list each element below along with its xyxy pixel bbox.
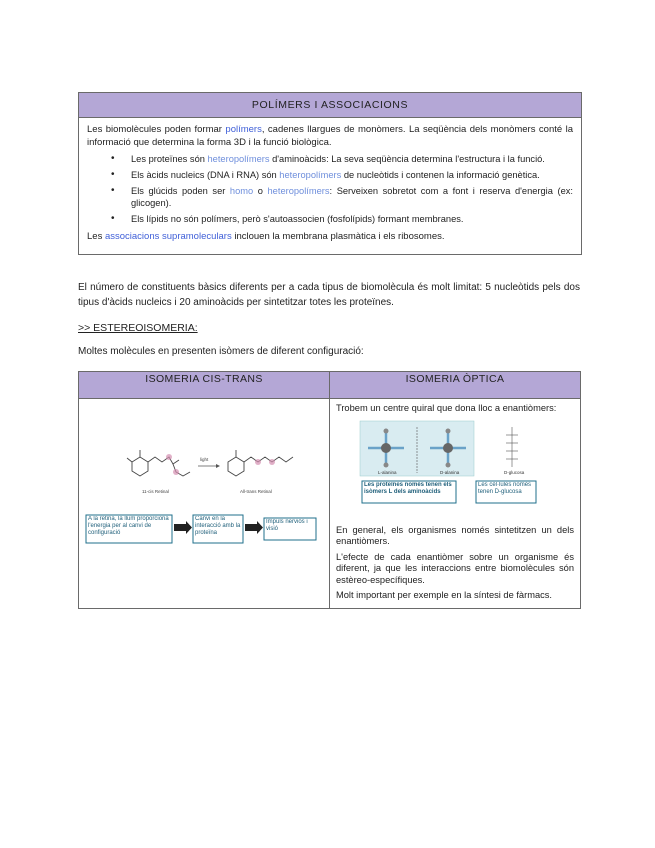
polymers-box [78, 92, 582, 255]
list-item: • Els glúcids poden ser homo o heteropolímers: Serveixen sobretot com a font i reserva d'energia (ex: glicogen). [131, 185, 573, 209]
vision-box-text: Impuls nerviós i visió [266, 519, 308, 532]
retinal-figure [80, 400, 330, 600]
section-title: >> ESTEREOISOMERIA: [78, 322, 198, 334]
keyword-heteropolymers: heteropolímers [267, 186, 330, 196]
isomeria-table [78, 371, 581, 609]
d-alanine-label: D-alanina [440, 469, 460, 475]
optical-paragraph-2: L'efecte de cada enantiòmer sobre un organisme és diferent, ja que les interaccions entre biomolècules són estèreo-específiques. [336, 551, 574, 585]
cistrans-cell [79, 399, 330, 609]
cis-retinal-molecule [127, 450, 190, 476]
cells-box-text: Les cèl·lules només tenen D-glucosa [478, 481, 532, 495]
l-alanine-label: L-alanina [378, 469, 397, 475]
polymers-bullet-list [87, 153, 573, 225]
list-item: • Les proteïnes són heteropolímers d'aminoàcids: La seva seqüència determina l'estructura i la funció. [131, 153, 573, 165]
polymers-intro: Les biomolècules poden formar polímers, cadenes llargues de monòmers. La seqüència dels monòmers conté la informació que determina la forma 3D i la funció biològica. [87, 124, 573, 148]
list-item: • Els lípids no són polímers, però s'autoassocien (fosfolípids) formant membranes. [131, 213, 573, 225]
keyword-homo: homo [229, 186, 254, 196]
column-header-cistrans: ISOMERIA CIS-TRANS [79, 372, 330, 399]
keyword-heteropolymers: heteropolímers [279, 170, 342, 180]
polymers-header: POLÍMERS I ASSOCIACIONS [79, 93, 581, 118]
trans-retinal-label: All-trans Retinal [240, 489, 272, 494]
polymers-link[interactable]: polímers [225, 124, 262, 135]
optical-paragraph-1: En general, els organismes només sintetitzen un dels enantiòmers. [336, 524, 574, 546]
light-label: light [200, 457, 209, 462]
proteins-box-text: Les proteïnes només tenen els isòmers L dels aminoàcids [364, 481, 452, 495]
interaction-box-text: Canvi en la interacció amb la proteïna [195, 516, 241, 536]
supramolecular-link[interactable]: associacions supramoleculars [104, 231, 232, 242]
optical-intro: Trobem un centre quiral que dona lloc a enantiòmers: [336, 403, 557, 413]
polymers-footer: Les associacions supramoleculars inclouen la membrana plasmàtica i els ribosomes. [87, 231, 445, 242]
optical-paragraph-3: Molt important per exemple en la síntesi de fàrmacs. [336, 590, 552, 600]
keyword-heteropolymers: heteropolímers [207, 154, 270, 164]
glucose-label: D-glucosa [504, 469, 525, 475]
section-intro: Moltes molècules en presenten isòmers de diferent configuració: [78, 346, 364, 357]
cis-retinal-label: 11-cis Retinal [142, 489, 169, 494]
retina-box-text: A la retina, la llum proporciona l'energia per al canvi de configuració [88, 516, 169, 536]
column-header-optica: ISOMERIA ÒPTICA [330, 372, 581, 399]
constituents-paragraph: El número de constituents bàsics diferents per a cada tipus de biomolècula és molt limitat: 5 nucleòtids pels dos tipus d'àcids nucleics i 20 aminoàcids per sintetitzar totes les proteïnes. [78, 282, 580, 308]
list-item: • Els àcids nucleics (DNA i RNA) són heteropolímers de nucleòtids i contenen la informació genètica. [131, 169, 573, 181]
enantiomers-figure [336, 419, 574, 521]
polymers-body [79, 118, 581, 254]
optica-cell [330, 399, 581, 609]
glucose-fischer [506, 427, 518, 467]
